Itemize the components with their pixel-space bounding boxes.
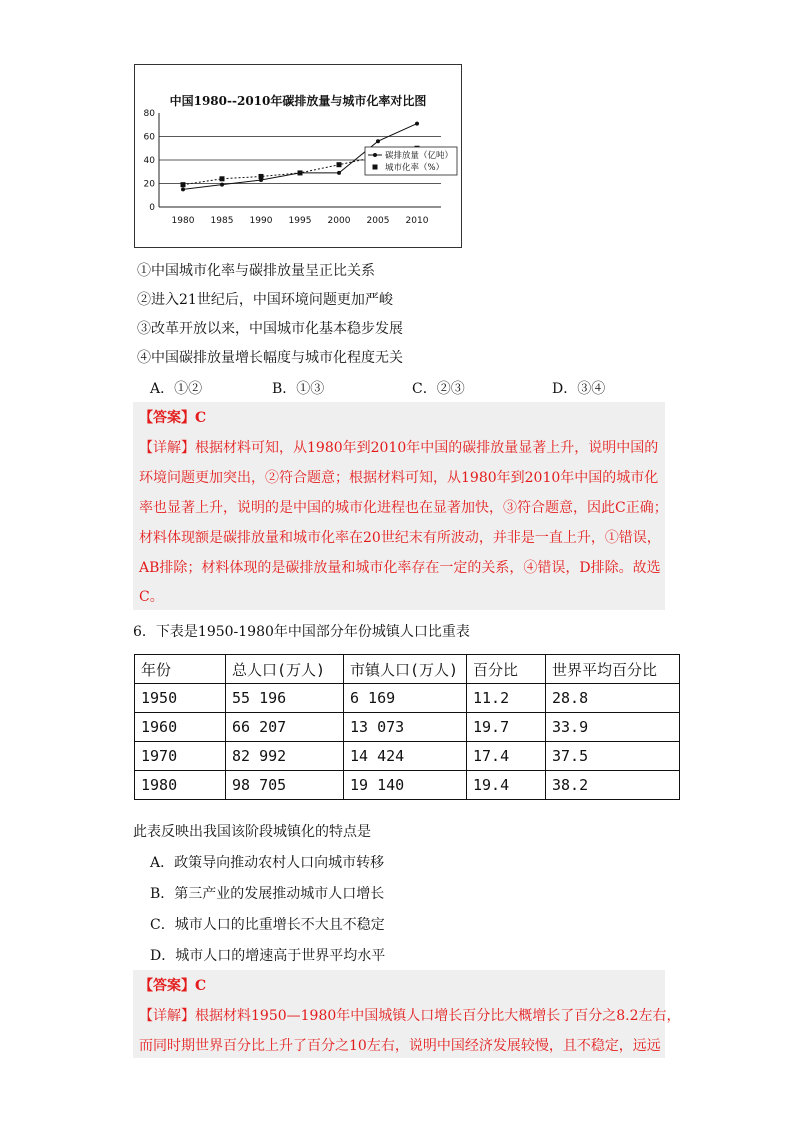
x-tick-label: 1980 [171, 216, 195, 226]
table-row [135, 771, 680, 800]
y-tick-label: 40 [143, 156, 155, 166]
table-cell: 82 992 [226, 742, 344, 771]
q6-prompt: 此表反映出我国该阶段城镇化的特点是 [133, 824, 371, 840]
data-point-emissions [220, 183, 224, 187]
table-cell: 28.8 [546, 684, 680, 713]
table-cell: 33.9 [546, 713, 680, 742]
data-point-urbanization [259, 174, 264, 179]
data-point-emissions [181, 187, 185, 191]
legend-marker-emissions [373, 153, 377, 157]
table-row [135, 713, 680, 742]
q5-option-d[interactable]: D．③④ [552, 381, 606, 397]
data-point-emissions [337, 171, 341, 175]
q5-detail-line-5: AB排除；材料体现的是碳排放量和城市化率存在一定的关系，④错误，D排除。故选 [139, 560, 661, 576]
data-point-urbanization [298, 170, 303, 175]
chart-svg [135, 65, 461, 247]
q6-option-d[interactable]: D．城市人口的增速高于世界平均水平 [150, 948, 386, 964]
table-header-cell: 百分比 [467, 655, 546, 684]
q5-option-b[interactable]: B．①③ [272, 381, 325, 397]
table-cell: 38.2 [546, 771, 680, 800]
table-cell: 19.4 [467, 771, 546, 800]
table-cell: 14 424 [344, 742, 467, 771]
x-tick-label: 2005 [366, 216, 390, 226]
table-cell: 11.2 [467, 684, 546, 713]
table-header-cell: 总人口(万人) [226, 655, 344, 684]
q5-item-4: ④中国碳排放量增长幅度与城市化程度无关 [137, 350, 403, 366]
y-tick-label: 0 [149, 203, 155, 213]
data-point-emissions [415, 122, 419, 126]
q5-item-3: ③改革开放以来，中国城市化基本稳步发展 [137, 321, 403, 337]
x-tick-label: 1990 [249, 216, 273, 226]
q5-options [150, 378, 630, 398]
table-cell: 98 705 [226, 771, 344, 800]
q5-detail-line-6: C。 [139, 589, 164, 605]
data-point-urbanization [337, 162, 342, 167]
table-cell: 6 169 [344, 684, 467, 713]
table-cell: 19.7 [467, 713, 546, 742]
table-cell: 1950 [135, 684, 226, 713]
x-tick-label: 1985 [210, 216, 234, 226]
q5-answer: 【答案】C [139, 410, 207, 426]
q6-detail-line-1: 【详解】根据材料1950—1980年中国城镇人口增长百分比大概增长了百分之8.2左右， [139, 1008, 681, 1024]
table-cell: 37.5 [546, 742, 680, 771]
population-table [134, 654, 680, 800]
q5-option-c[interactable]: C．②③ [412, 381, 465, 397]
q5-detail-line-3: 率也显著上升，说明的是中国的城市化进程也在显著加快，③符合题意，因此C正确； [139, 500, 668, 516]
legend-marker-urbanization [373, 165, 378, 170]
table-row [135, 742, 680, 771]
q5-detail-line-1: 【详解】根据材料可知，从1980年到2010年中国的碳排放量显著上升，说明中国的 [139, 440, 659, 456]
table-header-cell: 年份 [135, 655, 226, 684]
table-cell: 19 140 [344, 771, 467, 800]
table-cell: 13 073 [344, 713, 467, 742]
x-tick-label: 2010 [405, 216, 429, 226]
data-point-urbanization [181, 182, 186, 187]
q5-detail-line-4: 材料体现额是碳排放量和城市化率在20世纪末有所波动，并非是一直上升，①错误， [139, 530, 661, 546]
q5-item-1: ①中国城市化率与碳排放量呈正比关系 [137, 263, 375, 279]
table-cell: 1960 [135, 713, 226, 742]
table-cell: 55 196 [226, 684, 344, 713]
table-cell: 1970 [135, 742, 226, 771]
data-point-emissions [376, 139, 380, 143]
table-header-cell: 市镇人口(万人) [344, 655, 467, 684]
x-tick-label: 2000 [327, 216, 351, 226]
q5-answer-block [133, 402, 668, 610]
data-point-urbanization [220, 176, 225, 181]
q6-answer: 【答案】C [139, 978, 207, 994]
y-tick-label: 60 [143, 132, 155, 143]
q6-detail-line-2: 而同时期世界百分比上升了百分之10左右，说明中国经济发展较慢，且不稳定，远远 [139, 1038, 661, 1054]
q6-option-c[interactable]: C．城市人口的比重增长不大且不稳定 [150, 917, 385, 933]
emissions-urbanization-chart [134, 64, 462, 248]
q6-answer-block [133, 970, 681, 1058]
chart-title: 中国1980--2010年碳排放量与城市化率对比图 [169, 94, 427, 108]
table-header-cell: 世界平均百分比 [546, 655, 680, 684]
q6-option-a[interactable]: A．政策导向推动农村人口向城市转移 [150, 855, 385, 871]
q5-option-a[interactable]: A．①② [150, 381, 203, 397]
q5-detail-line-2: 环境问题更加突出，②符合题意；根据材料可知，从1980年到2010年中国的城市化 [139, 470, 659, 486]
y-tick-label: 20 [143, 179, 155, 190]
table-cell: 66 207 [226, 713, 344, 742]
table-row [135, 684, 680, 713]
y-tick-label: 80 [143, 109, 155, 119]
table-cell: 17.4 [467, 742, 546, 771]
legend-label-emissions: 碳排放量（亿吨） [385, 151, 454, 161]
legend-label-urbanization: 城市化率（%） [385, 163, 445, 173]
table-header-row [135, 655, 680, 684]
q5-item-2: ②进入21世纪后，中国环境问题更加严峻 [137, 292, 393, 308]
x-tick-label: 1995 [288, 216, 312, 226]
q6-option-b[interactable]: B．第三产业的发展推动城市人口增长 [150, 886, 385, 902]
table-cell: 1980 [135, 771, 226, 800]
q6-stem: 6．下表是1950-1980年中国部分年份城镇人口比重表 [133, 624, 470, 640]
